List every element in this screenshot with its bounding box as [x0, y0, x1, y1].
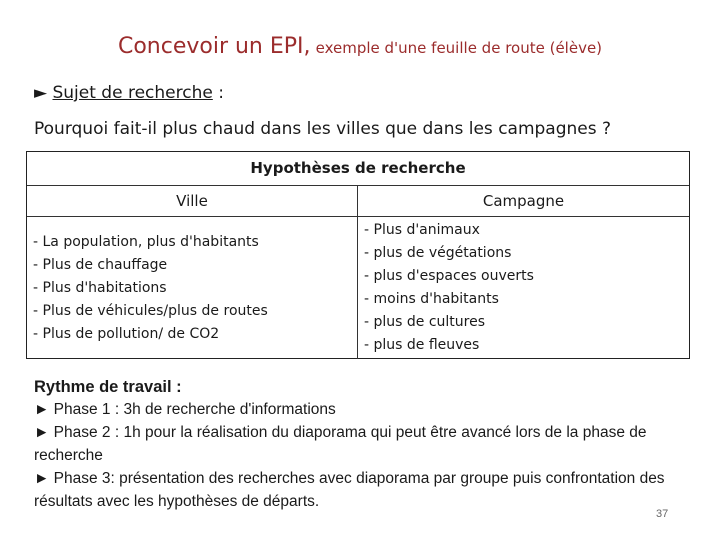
page-number: 37 — [656, 508, 669, 520]
list-item: - plus de cultures — [364, 314, 486, 330]
column-campagne — [358, 186, 689, 359]
phase-item: ► Phase 3: présentation des recherches avec diaporama par groupe puis confrontation des résultats avec les hypothèses de départs. — [34, 470, 665, 510]
column-body-ville — [27, 217, 357, 359]
list-item: - La population, plus d'habitants — [33, 233, 259, 250]
triangle-marker-icon: ► — [34, 83, 48, 103]
list-campagne — [364, 219, 534, 357]
slide-title — [0, 34, 720, 59]
hypotheses-title: Hypothèses de recherche — [27, 152, 689, 186]
list-item: - plus d'espaces ouverts — [364, 268, 534, 284]
column-body-campagne — [358, 217, 689, 359]
subject-colon: : — [212, 83, 224, 103]
phase-item: ► Phase 2 : 1h pour la réalisation du diaporama qui peut être avancé lors de la phase de recherche — [34, 424, 647, 464]
work-schedule — [34, 376, 674, 513]
phase-item: ► Phase 1 : 3h de recherche d'informations — [34, 401, 336, 418]
list-item: - Plus de chauffage — [33, 256, 168, 273]
column-header-campagne: Campagne — [358, 186, 689, 217]
title-subtitle: exemple d'une feuille de route (élève) — [315, 39, 603, 57]
list-item: - Plus d'habitations — [33, 279, 167, 296]
list-item: - Plus de pollution/ de CO2 — [33, 325, 220, 342]
list-item: - plus de végétations — [364, 245, 512, 261]
column-ville — [27, 186, 358, 359]
title-main: Concevoir un EPI, — [117, 34, 311, 59]
subject-line — [34, 83, 224, 103]
subject-label: Sujet de recherche — [52, 83, 213, 103]
hypotheses-table — [26, 151, 690, 359]
list-item: - Plus de véhicules/plus de routes — [33, 302, 268, 319]
list-item: - Plus d'animaux — [364, 222, 480, 238]
schedule-title: Rythme de travail : — [34, 378, 182, 396]
hypotheses-columns — [27, 186, 689, 359]
list-item: - plus de fleuves — [364, 337, 480, 353]
research-question: Pourquoi fait-il plus chaud dans les villes que dans les campagnes ? — [34, 119, 612, 139]
list-ville — [33, 231, 268, 346]
column-header-ville: Ville — [27, 186, 357, 217]
list-item: - moins d'habitants — [364, 291, 499, 307]
